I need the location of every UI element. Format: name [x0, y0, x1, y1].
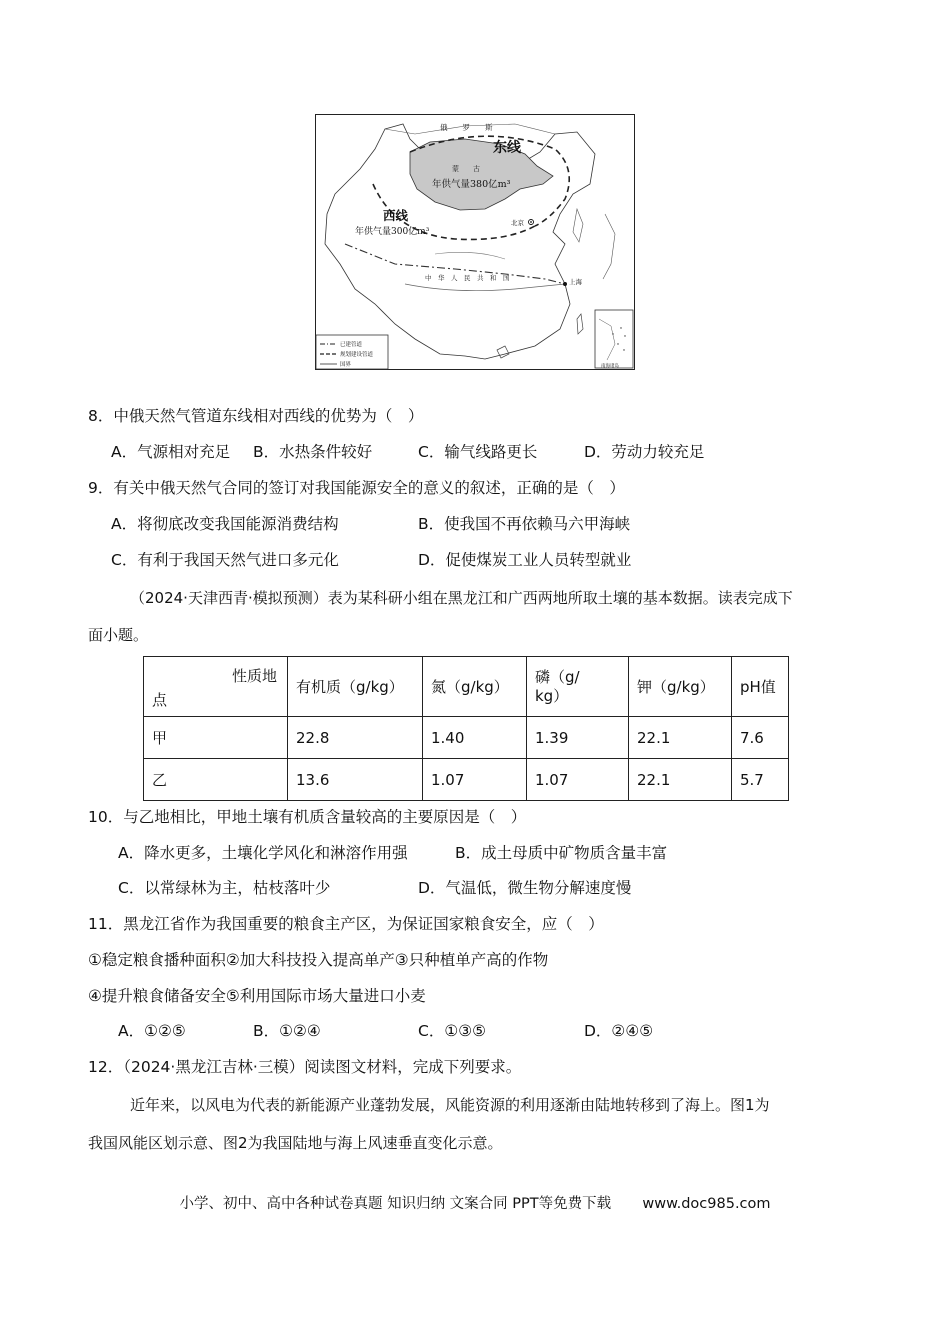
q11-statements-line1: ①稳定粮食播种面积②加大科技投入提高单产③只种植单产高的作物	[88, 951, 549, 969]
legend-border: 国界	[340, 362, 352, 368]
pipeline-map	[315, 114, 635, 370]
label-shanghai: 上海	[569, 278, 582, 286]
corner-bottom-text: 点	[152, 691, 168, 709]
label-russia: 俄 罗 斯	[440, 123, 493, 132]
q12-paragraph-line2: 我国风能区划示意、图2为我国陆地与海上风速垂直变化示意。	[88, 1134, 503, 1152]
q8-option-d[interactable]: D．劳动力较充足	[584, 443, 705, 461]
soil-data-table	[143, 656, 789, 801]
map-drawing	[315, 114, 635, 370]
q10-stem: 10．与乙地相比，甲地土壤有机质含量较高的主要原因是（ ）	[88, 808, 527, 826]
row-site: 甲	[144, 717, 288, 759]
page-footer	[0, 1192, 950, 1213]
q11-option-d[interactable]: D．②④⑤	[584, 1022, 654, 1040]
q9-option-b[interactable]: B．使我国不再依赖马六甲海峡	[418, 515, 631, 533]
header-phosphorus-top: 磷（g/	[535, 667, 580, 686]
row-potassium: 22.1	[629, 759, 732, 801]
label-inset: 南海诸岛	[601, 364, 619, 369]
row-nitrogen: 1.40	[423, 717, 527, 759]
header-ph: pH值	[732, 657, 789, 717]
row-ph: 5.7	[732, 759, 789, 801]
row-ph: 7.6	[732, 717, 789, 759]
row-phosphorus: 1.39	[527, 717, 629, 759]
q10-option-a[interactable]: A．降水更多，土壤化学风化和淋溶作用强	[118, 844, 408, 862]
shanghai-dot	[563, 282, 567, 286]
row-organic: 13.6	[288, 759, 423, 801]
header-nitrogen: 氮（g/kg）	[423, 657, 527, 717]
header-phosphorus	[527, 657, 629, 717]
footer-text: 小学、初中、高中各种试卷真题 知识归纳 文案合同 PPT等免费下载	[179, 1196, 612, 1212]
label-east-supply: 年供气量380亿m³	[432, 179, 511, 190]
header-potassium: 钾（g/kg）	[629, 657, 732, 717]
table-intro-line1: （2024·天津西青·模拟预测）表为某科研小组在黑龙江和广西两地所取土壤的基本数据。读表完成下	[130, 589, 793, 607]
legend-built: 已建管道	[340, 342, 363, 348]
q11-statements-line2: ④提升粮食储备安全⑤利用国际市场大量进口小麦	[88, 987, 426, 1005]
q8-stem: 8．中俄天然气管道东线相对西线的优势为（ ）	[88, 407, 424, 425]
q10-option-c[interactable]: C．以常绿林为主，枯枝落叶少	[118, 879, 331, 897]
q11-option-a[interactable]: A．①②⑤	[118, 1022, 186, 1040]
row-nitrogen: 1.07	[423, 759, 527, 801]
label-east-line: 东线	[493, 140, 521, 156]
q11-stem: 11．黑龙江省作为我国重要的粮食主产区，为保证国家粮食安全，应（ ）	[88, 915, 604, 933]
q8-option-c[interactable]: C．输气线路更长	[418, 443, 538, 461]
table-header-row	[144, 657, 789, 717]
corner-top-text: 性质地	[232, 667, 278, 685]
q10-option-d[interactable]: D．气温低，微生物分解速度慢	[418, 879, 632, 897]
label-beijing: 北京	[511, 219, 524, 227]
q8-option-b[interactable]: B．水热条件较好	[253, 443, 373, 461]
label-west-line: 西线	[383, 208, 409, 223]
table-intro-line2: 面小题。	[88, 626, 149, 644]
row-potassium: 22.1	[629, 717, 732, 759]
table-row	[144, 717, 789, 759]
q10-option-b[interactable]: B．成土母质中矿物质含量丰富	[455, 844, 668, 862]
q9-option-a[interactable]: A．将彻底改变我国能源消费结构	[111, 515, 339, 533]
q9-option-c[interactable]: C．有利于我国天然气进口多元化	[111, 551, 339, 569]
q11-option-b[interactable]: B．①②④	[253, 1022, 321, 1040]
footer-url[interactable]: www.doc985.com	[642, 1196, 771, 1212]
row-phosphorus: 1.07	[527, 759, 629, 801]
table-row	[144, 759, 789, 801]
row-organic: 22.8	[288, 717, 423, 759]
q11-option-c[interactable]: C．①③⑤	[418, 1022, 487, 1040]
q12-paragraph-line1: 近年来，以风电为代表的新能源产业蓬勃发展，风能资源的利用逐渐由陆地转移到了海上。图1为	[130, 1096, 770, 1114]
label-china: 中 华 人 民 共 和 国	[425, 274, 510, 282]
row-site: 乙	[144, 759, 288, 801]
header-organic: 有机质（g/kg）	[288, 657, 423, 717]
q12-stem: 12．（2024·黑龙江吉林·三模）阅读图文材料，完成下列要求。	[88, 1058, 522, 1076]
q8-option-a[interactable]: A．气源相对充足	[111, 443, 231, 461]
q9-option-d[interactable]: D．促使煤炭工业人员转型就业	[418, 551, 632, 569]
legend-planned: 规划建设管道	[340, 352, 374, 358]
header-phosphorus-bottom: kg）	[535, 686, 569, 705]
q9-stem: 9．有关中俄天然气合同的签订对我国能源安全的意义的叙述，正确的是（ ）	[88, 479, 625, 497]
label-west-supply: 年供气量300亿m³	[355, 227, 430, 237]
label-mongolia: 蒙 古	[452, 165, 480, 173]
table-corner-cell	[144, 657, 288, 717]
